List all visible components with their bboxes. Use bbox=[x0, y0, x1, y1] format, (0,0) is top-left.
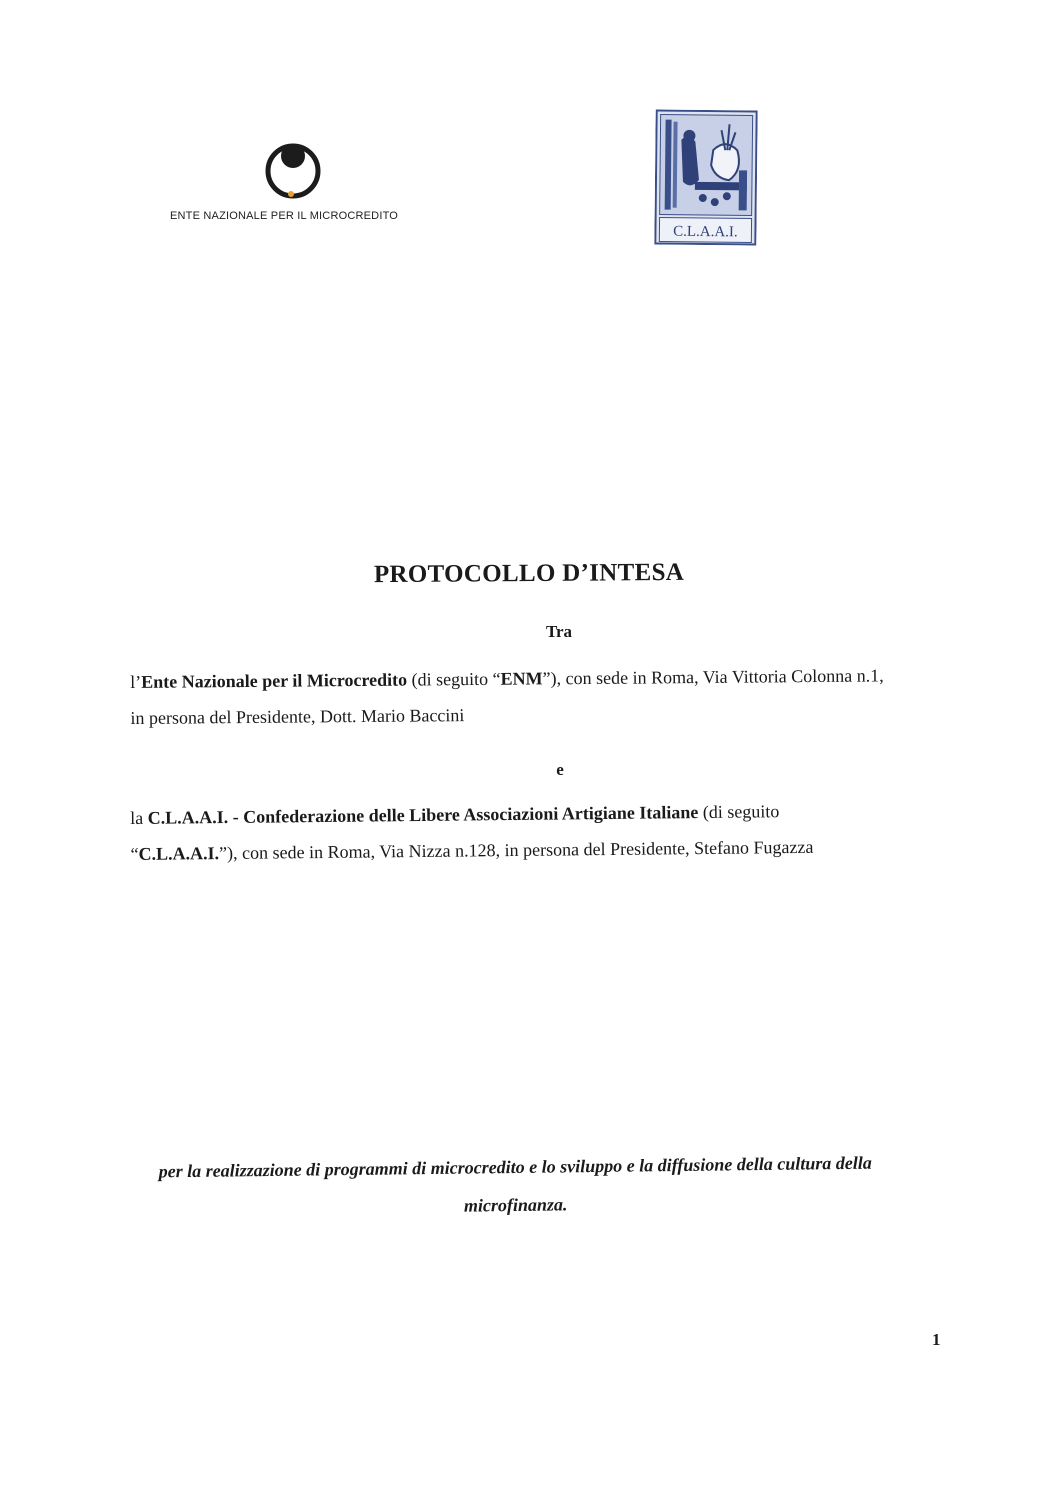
party-two-alias: C.L.A.A.I. bbox=[138, 843, 220, 864]
party-two-name: C.L.A.A.I. - Confederazione delle Libere Associazioni Artigiane Italiane bbox=[147, 802, 699, 828]
party-one-alias: ENM bbox=[500, 668, 543, 689]
party-one-prefix: l’ bbox=[130, 671, 142, 692]
party-two-prefix: la bbox=[130, 807, 148, 828]
conjunction-label: e bbox=[556, 760, 564, 779]
party-two-paragraph bbox=[130, 792, 891, 872]
between-label: Tra bbox=[545, 622, 573, 641]
party-one-alias-open: (di seguito “ bbox=[407, 668, 501, 690]
party-one-details: ”), con sede in Roma, Via Vittoria Colonna n.1, in persona del Presidente, Dott. Mario Baccini bbox=[130, 665, 884, 728]
party-two-alias-open: (di seguito “ bbox=[130, 801, 780, 864]
document-title: PROTOCOLLO D’INTESA bbox=[373, 558, 685, 589]
enm-caption: ENTE NAZIONALE PER IL MICROCREDITO bbox=[170, 210, 399, 222]
party-one-name: Ente Nazionale per il Microcredito bbox=[141, 669, 408, 692]
party-two-details: ”), con sede in Roma, Via Nizza n.128, in persona del Presidente, Stefano Fugazza bbox=[218, 836, 814, 864]
agreement-purpose: per la realizzazione di programmi di microcredito e lo sviluppo e la diffusione della cultura della microfinanza. bbox=[158, 1152, 872, 1216]
enm-logo-icon bbox=[262, 140, 324, 202]
party-one-paragraph bbox=[130, 657, 891, 736]
claai-logo-icon bbox=[654, 109, 757, 245]
claai-logo-text: C.L.A.A.I. bbox=[673, 223, 738, 241]
page-number: 1 bbox=[932, 1330, 941, 1349]
